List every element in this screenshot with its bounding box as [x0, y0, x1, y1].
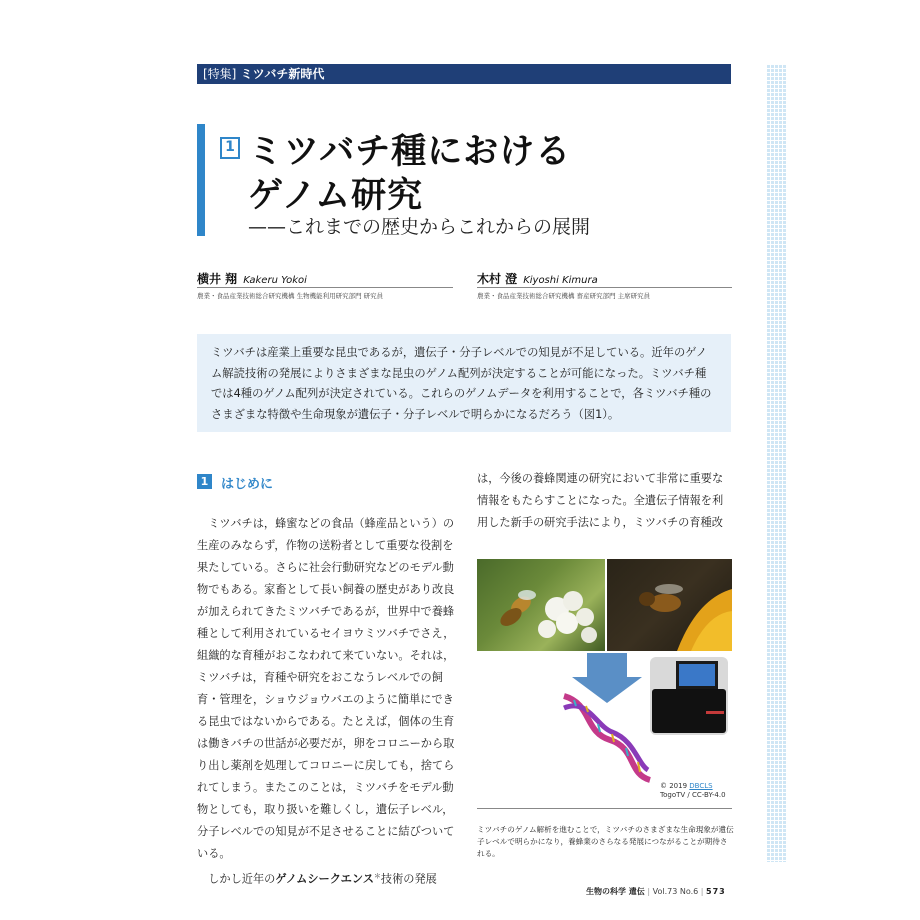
dna-helix-icon: [562, 692, 652, 784]
author-2-name-text: 木村 澄: [477, 272, 518, 286]
bee-on-white-flower-photo: [477, 559, 605, 651]
body-left-column: [197, 513, 455, 891]
article-number-badge: 1: [220, 137, 240, 159]
bee-sunflower-illustration: [607, 559, 732, 651]
journal-volume: Vol.73 No.6: [652, 887, 699, 896]
feature-header-band: [197, 64, 731, 84]
author-2-roman: Kiyoshi Kimura: [523, 275, 598, 286]
author-2-name: [477, 270, 598, 287]
article-title-line2: ゲノム研究: [248, 176, 424, 216]
figure-caption-rule: [477, 808, 732, 809]
side-decoration-grid: [766, 64, 786, 862]
credit-year: © 2019: [660, 782, 688, 790]
author-1-rule: [197, 287, 453, 288]
glossary-term[interactable]: ゲノムシークエンス: [275, 872, 374, 886]
bee-on-sunflower-photo: [607, 559, 732, 651]
article-title-line1: ミツバチ種における: [248, 132, 572, 172]
section-number-badge: 1: [197, 474, 212, 489]
author-2-affiliation: 農業・食品産業技術総合研究機構 畜産研究部門 主席研究員: [477, 292, 651, 300]
abstract-box: ミツバチは産業上重要な昆虫であるが，遺伝子・分子レベルでの知見が不足している。近年のゲノム解読技術の発展によりさまざまな昆虫のゲノム配列が決定することが可能になった。ミツバチ種では4種のゲノム配列が決定されている。これらのゲノムデータを利用することで，各ミツバチ種のさまざまな特徴や生命現象が遺伝子・分子レベルで明らかになるだろう（図1）。: [197, 334, 731, 432]
author-1-name-text: 横井 翔: [197, 272, 238, 286]
article-subtitle: ——これまでの歴史からこれからの展開: [248, 216, 591, 238]
body-paragraph-2: [197, 865, 455, 891]
body-paragraph-2-end: 技術の発展: [380, 872, 437, 886]
dna-sequencer-icon: [648, 655, 732, 739]
credit-license: TogoTV / CC-BY-4.0: [660, 791, 726, 799]
author-1-roman: Kakeru Yokoi: [243, 275, 307, 286]
down-arrow-shaft: [587, 653, 627, 677]
page-number: 573: [706, 887, 726, 896]
feature-bracket-label: [特集]: [203, 67, 237, 81]
body-right-column: は，今後の養蜂関連の研究において非常に重要な情報をもたらすことになった。全遺伝子情報を利用した新手の研究手法により，ミツバチの育種改: [477, 472, 724, 529]
journal-name: 生物の科学 遺伝: [586, 887, 645, 896]
image-credit: [660, 782, 726, 800]
credit-link[interactable]: DBCLS: [689, 782, 713, 790]
glossary-marker: ＊: [373, 872, 381, 880]
author-1-affiliation: 農業・食品産業技術総合研究機構 生物機能利用研究部門 研究員: [197, 292, 384, 300]
bee-flower-illustration: [477, 559, 605, 651]
feature-title: ミツバチ新時代: [240, 67, 325, 81]
author-1-name: [197, 270, 307, 287]
figure-caption: ミツバチのゲノム解析を進むことで，ミツバチのさまざまな生命現象が遺伝子レベルで明らかになり，養蜂業のさらなる発展につながることが期待される。: [477, 825, 734, 858]
page-footer: 生物の科学 遺伝 | Vol.73 No.6 | 573: [586, 887, 726, 896]
body-paragraph-2-start: しかし近年の: [208, 872, 276, 886]
body-paragraph-1: ミツバチは，蜂蜜などの食品（蜂産品という）の生産のみならず，作物の送粉者として重要な役割を果たしている。さらに社会行動研究などのモデル動物でもある。家畜として長い飼養の歴史があり改良が加えられてきたミツバチであるが，世界中で養蜂種として利用されているセイヨウミツバチでさえ，組織的な育種がおこなわれて来ていない。それは，ミツバチは，育種や研究をおこなうレベルでの飼育・管理を，ショウジョウバエのように簡単にできる昆虫ではないからである。たとえば，個体の生育は働きバチの世話が必要だが，卵をコロニーから取り出し薬剤を処理してコロニーに戻しても，捨てられてしまう。またこのことは，ミツバチをモデル動物としても，取り扱いを難しくし，遺伝子レベル，分子レベルでの知見が不足させることに結びついている。: [197, 517, 455, 860]
author-2-rule: [477, 287, 732, 288]
section-title: はじめに: [221, 477, 274, 492]
title-accent-bar: [197, 124, 205, 236]
